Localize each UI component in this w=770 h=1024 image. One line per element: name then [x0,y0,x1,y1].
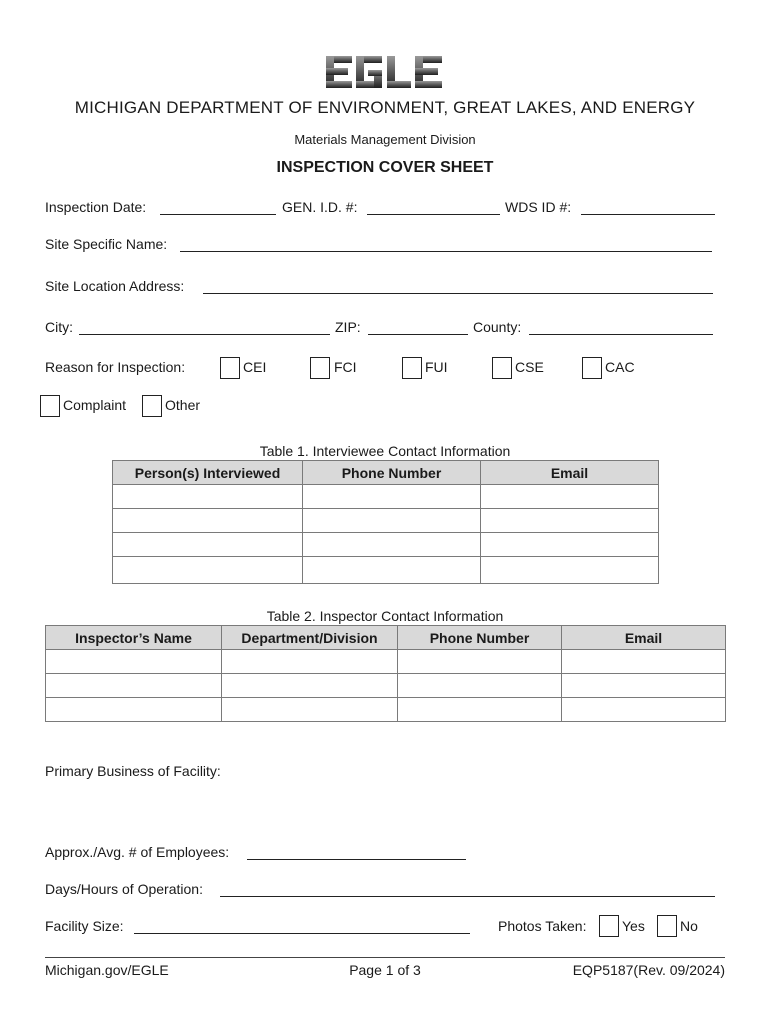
table-cell[interactable] [562,650,726,674]
zip-label: ZIP: [335,319,361,335]
city-label: City: [45,319,73,335]
table-cell[interactable] [222,674,398,698]
site-name-label: Site Specific Name: [45,236,168,252]
table-cell[interactable] [113,533,303,557]
gen-id-field[interactable] [367,214,500,215]
table-cell[interactable] [222,650,398,674]
county-label: County: [473,319,522,335]
column-header: Email [481,461,659,485]
employees-field[interactable] [247,859,466,860]
complaint-checkbox[interactable] [40,395,60,417]
table-cell[interactable] [303,509,481,533]
table-cell[interactable] [398,674,562,698]
table-cell[interactable] [222,698,398,722]
cac-checkbox[interactable] [582,357,602,379]
primary-business-label: Primary Business of Facility: [45,763,221,779]
table-row [46,650,726,674]
footer-form-number: EQP5187(Rev. 09/2024) [572,962,725,978]
table-cell[interactable] [303,485,481,509]
department-name: MICHIGAN DEPARTMENT OF ENVIRONMENT, GREAT LAKES, AND ENERGY [74,98,696,117]
complaint-label: Complaint [63,397,127,413]
table-cell[interactable] [46,674,222,698]
table-cell[interactable] [562,674,726,698]
table-cell[interactable] [562,698,726,722]
table-cell[interactable] [113,485,303,509]
column-header: Phone Number [303,461,481,485]
table-cell[interactable] [481,533,659,557]
photos-yes-checkbox[interactable] [599,915,619,937]
fci-checkbox[interactable] [310,357,330,379]
table-cell[interactable] [46,650,222,674]
table-cell[interactable] [481,485,659,509]
column-header: Inspector’s Name [46,626,222,650]
table-header-row [113,461,659,485]
footer-website: Michigan.gov/EGLE [45,962,169,978]
inspection-date-field[interactable] [160,214,276,215]
table-row [46,698,726,722]
column-header: Department/Division [222,626,398,650]
interviewee-table [112,460,659,584]
cac-label: CAC [605,359,635,375]
table2-caption: Table 2. Inspector Contact Information [266,608,504,624]
site-address-label: Site Location Address: [45,278,185,294]
table1-caption: Table 1. Interviewee Contact Information [259,443,511,459]
table-row [113,557,659,584]
form-title: INSPECTION COVER SHEET [276,159,494,176]
table-cell[interactable] [303,533,481,557]
site-name-field[interactable] [180,251,712,252]
cei-label: CEI [243,359,267,375]
reason-label: Reason for Inspection: [45,359,186,375]
site-address-field[interactable] [203,293,713,294]
gen-id-label: GEN. I.D. #: [282,199,358,215]
column-header: Phone Number [398,626,562,650]
cse-checkbox[interactable] [492,357,512,379]
table-row [46,674,726,698]
facility-size-label: Facility Size: [45,918,124,934]
inspection-date-label: Inspection Date: [45,199,147,215]
division-name: Materials Management Division [294,132,476,147]
fci-label: FCI [334,359,357,375]
employees-label: Approx./Avg. # of Employees: [45,844,230,860]
wds-id-label: WDS ID #: [505,199,572,215]
table-header-row [46,626,726,650]
photos-taken-label: Photos Taken: [498,918,587,934]
zip-field[interactable] [368,334,468,335]
table-cell[interactable] [113,557,303,584]
table-cell[interactable] [398,650,562,674]
table-cell[interactable] [481,557,659,584]
hours-field[interactable] [220,896,715,897]
hours-label: Days/Hours of Operation: [45,881,203,897]
photos-yes-label: Yes [622,918,645,934]
facility-size-field[interactable] [134,933,470,934]
wds-id-field[interactable] [581,214,715,215]
table-row [113,485,659,509]
column-header: Person(s) Interviewed [113,461,303,485]
fui-label: FUI [425,359,448,375]
table-cell[interactable] [303,557,481,584]
fui-checkbox[interactable] [402,357,422,379]
table-cell[interactable] [481,509,659,533]
table-row [113,509,659,533]
table-cell[interactable] [398,698,562,722]
photos-no-label: No [680,918,698,934]
cse-label: CSE [515,359,544,375]
table-cell[interactable] [113,509,303,533]
city-field[interactable] [79,334,330,335]
county-field[interactable] [529,334,713,335]
footer-page-number: Page 1 of 3 [349,962,421,978]
cei-checkbox[interactable] [220,357,240,379]
column-header: Email [562,626,726,650]
egle-logo [322,52,448,92]
footer-divider [45,957,725,958]
table-row [113,533,659,557]
other-label: Other [165,397,201,413]
other-checkbox[interactable] [142,395,162,417]
table-cell[interactable] [46,698,222,722]
photos-no-checkbox[interactable] [657,915,677,937]
inspector-table [45,625,726,722]
